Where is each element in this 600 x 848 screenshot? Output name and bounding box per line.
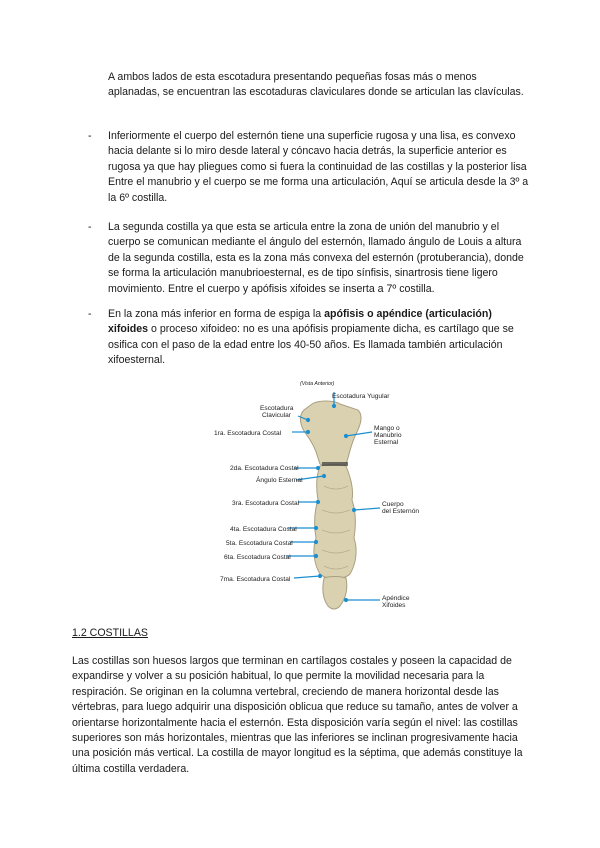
label-xifoides-1: Apéndice <box>382 595 410 602</box>
label-angulo-esternal: Ángulo Esternal <box>256 477 303 484</box>
label-costal-4: 4ta. Escotadura Costal <box>230 526 297 533</box>
section-title: 1.2 COSTILLAS <box>72 627 148 639</box>
sternum-figure <box>200 376 440 616</box>
label-manubrio-2: Manubrio <box>374 432 402 439</box>
label-costal-1: 1ra. Escotadura Costal <box>214 430 282 437</box>
manubriosternal-joint-mark <box>322 462 348 466</box>
label-costal-5: 5ta. Escotadura Costal <box>226 540 293 547</box>
label-costal-3: 3ra. Escotadura Costal <box>232 500 300 507</box>
figure-caption-view: (Vista Anterior) <box>300 381 335 387</box>
label-costal-2: 2da. Escotadura Costal <box>230 465 299 472</box>
bullet-item-sternum-body: Inferiormente el cuerpo del esternón tiene una superficie rugosa y una lisa, es convexo hacia delante si lo miro desde lateral y cóncavo hacia detrás, la superficie anterior es rugosa ya que hay pliegues como si fuera la continuidad de las costillas y la posterior lisa Entre el manubrio y el cuerpo se me forma una articulación, Aquí se articula desde la 3º a la 6º costilla. <box>108 130 529 204</box>
bullet-marker: - <box>88 221 92 233</box>
label-escotadura-yugular: Escotadura Yugular <box>332 393 390 400</box>
label-escotadura-clavicular-1: Escotadura <box>260 405 294 412</box>
bullet-marker: - <box>88 308 92 320</box>
label-manubrio-3: Esternal <box>374 439 399 446</box>
manubrium-shape <box>300 401 361 467</box>
label-xifoides-2: Xifoides <box>382 602 406 609</box>
label-costal-7: 7ma. Escotadura Costal <box>220 576 291 583</box>
xiphoid-text-before: En la zona más inferior en forma de espiga la <box>108 308 325 320</box>
bullet-marker: - <box>88 130 92 142</box>
label-manubrio-1: Mango o <box>374 425 400 432</box>
ribs-paragraph: Las costillas son huesos largos que terminan en cartílagos costales y poseen la capacidad de expandirse y volver a su posición habitual, lo que permite la movilidad necesaria para la respiración. Se originan en la columna vertebral, creciendo de manera horizontal desde las vértebras, para luego adquirir una disposición oblicua que reduce su tamaño, antes de volver a orientarse horizontalmente hacia el esternón. Esta disposición varía según el nivel: las costillas superiores son más horizontales, mientras que las inferiores se inclinan progresivamente hacia una posición más vertical. La costilla de mayor longitud es la séptima, que además constituye la última costilla verdadera. <box>72 655 523 775</box>
label-costal-6: 6ta. Escotadura Costal <box>224 554 291 561</box>
label-cuerpo-1: Cuerpo <box>382 501 404 508</box>
bullet-item-second-rib: La segunda costilla ya que esta se articula entre la zona de unión del manubrio y el cuerpo se comunican mediante el ángulo del esternón, llamado ángulo de Louis a altura de la segunda costilla, esta es la zona más convexa del esternón (protuberancia), donde se forma la articulación manubrioesternal, es de tipo sínfisis, sinartrosis tiene ligero movimiento. Entre el cuerpo y apófisis xifoides se inserta a 7º costilla. <box>108 221 524 295</box>
label-escotadura-clavicular-2: Clavicular <box>262 412 291 419</box>
xiphoid-bold-term: apófisis o apéndice (articulación) xifoides <box>108 308 492 336</box>
xiphoid-shape <box>323 577 347 610</box>
sternum-body-shape <box>314 465 356 579</box>
xiphoid-text-after: o proceso xifoideo: no es una apófisis propiamente dicha, es cartílago que se osifica con el paso de la edad entre los 40-50 años. Es llamada también articulación xifoesternal. <box>108 323 514 367</box>
label-cuerpo-2: del Esternón <box>382 508 420 515</box>
intro-paragraph: A ambos lados de esta escotadura presentando pequeñas fosas más o menos aplanadas, se encuentran las escotaduras claviculares donde se articulan las clavículas. <box>108 71 524 99</box>
bullet-item-xiphoid <box>108 307 530 369</box>
